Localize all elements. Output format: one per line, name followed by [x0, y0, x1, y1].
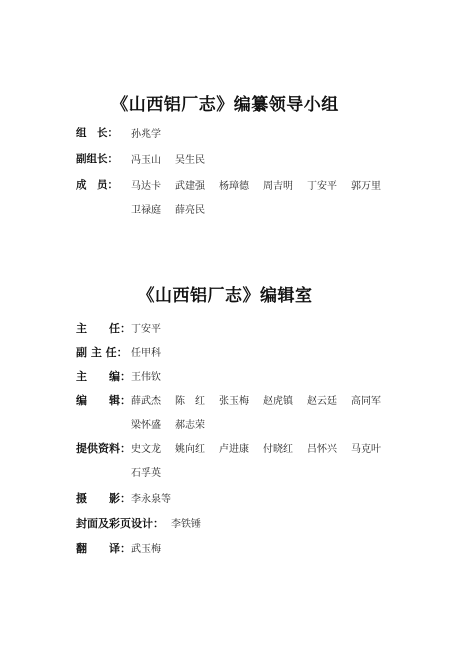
- person-name: 冯玉山: [131, 155, 161, 166]
- list-row: [0, 515, 450, 535]
- person-name: 任甲科: [131, 348, 161, 359]
- role-label: 组 长：: [76, 127, 118, 139]
- person-name: 李铁锤: [171, 519, 201, 530]
- name-list: [131, 392, 381, 407]
- role-label: 主 编：: [76, 370, 131, 383]
- person-name: 王伟钦: [131, 372, 161, 383]
- role-label: 主 任：: [76, 322, 131, 335]
- person-name: 薛武杰: [131, 396, 161, 407]
- person-name: 武建强: [175, 181, 205, 192]
- person-name: 卢进康: [219, 444, 249, 455]
- list-row: [0, 177, 450, 197]
- person-name: 孙兆学: [131, 129, 161, 140]
- person-name: 吕怀兴: [307, 444, 337, 455]
- list-row: [0, 151, 450, 171]
- person-name: 张玉梅: [219, 396, 249, 407]
- name-list: [131, 368, 161, 383]
- list-row: [0, 440, 450, 460]
- person-name: 陈 红: [175, 396, 205, 407]
- person-name: 马达卡: [131, 181, 161, 192]
- name-list: [131, 344, 161, 359]
- person-name: 丁安平: [307, 181, 337, 192]
- person-name: 周吉明: [263, 181, 293, 192]
- name-list: [131, 416, 205, 431]
- person-name: 姚向红: [175, 444, 205, 455]
- person-name: 杨璋德: [219, 181, 249, 192]
- name-list: [131, 440, 381, 455]
- list-row: [0, 344, 450, 364]
- name-list: [131, 464, 161, 479]
- person-name: 史文龙: [131, 444, 161, 455]
- name-list: [131, 490, 171, 505]
- person-name: 丁安平: [131, 324, 161, 335]
- leadership-group-title: 《山西铝厂志》编纂领导小组: [111, 95, 339, 115]
- role-label: 副组长：: [76, 153, 118, 165]
- role-label: 摄 影：: [76, 492, 131, 505]
- editorial-office-title: 《山西铝厂志》编辑室: [137, 286, 313, 306]
- name-list: [131, 201, 205, 216]
- list-row: [0, 368, 450, 388]
- person-name: 赵虎镇: [263, 396, 293, 407]
- name-list: [131, 540, 161, 555]
- role-label: 提供资料：: [76, 442, 131, 455]
- person-name: 薛亮民: [175, 205, 205, 216]
- person-name: 卫禄庭: [131, 205, 161, 216]
- name-list: [131, 125, 161, 140]
- name-list: [131, 320, 161, 335]
- list-row: [0, 464, 450, 484]
- person-name: 梁怀盛: [131, 420, 161, 431]
- role-label: 编 辑：: [76, 394, 131, 407]
- person-name: 高同军: [351, 396, 381, 407]
- person-name: 武玉梅: [131, 544, 161, 555]
- person-name: 吴生民: [175, 155, 205, 166]
- list-row: [0, 490, 450, 510]
- list-row: [0, 201, 450, 221]
- person-name: 马克叶: [351, 444, 381, 455]
- list-row: [0, 320, 450, 340]
- role-label: 成 员：: [76, 179, 118, 191]
- name-list: [171, 515, 201, 530]
- person-name: 郭万里: [351, 181, 381, 192]
- list-row: [0, 392, 450, 412]
- role-label: 副 主 任：: [76, 346, 128, 359]
- person-name: 郝志荣: [175, 420, 205, 431]
- role-label: 翻 译：: [76, 542, 131, 555]
- role-label: 封面及彩页设计：: [76, 517, 164, 530]
- person-name: 赵云廷: [307, 396, 337, 407]
- name-list: [131, 151, 205, 166]
- person-name: 李永泉等: [131, 494, 171, 505]
- list-row: [0, 416, 450, 436]
- list-row: [0, 125, 450, 145]
- person-name: 付晓红: [263, 444, 293, 455]
- person-name: 石孚英: [131, 468, 161, 479]
- list-row: [0, 540, 450, 560]
- name-list: [131, 177, 381, 192]
